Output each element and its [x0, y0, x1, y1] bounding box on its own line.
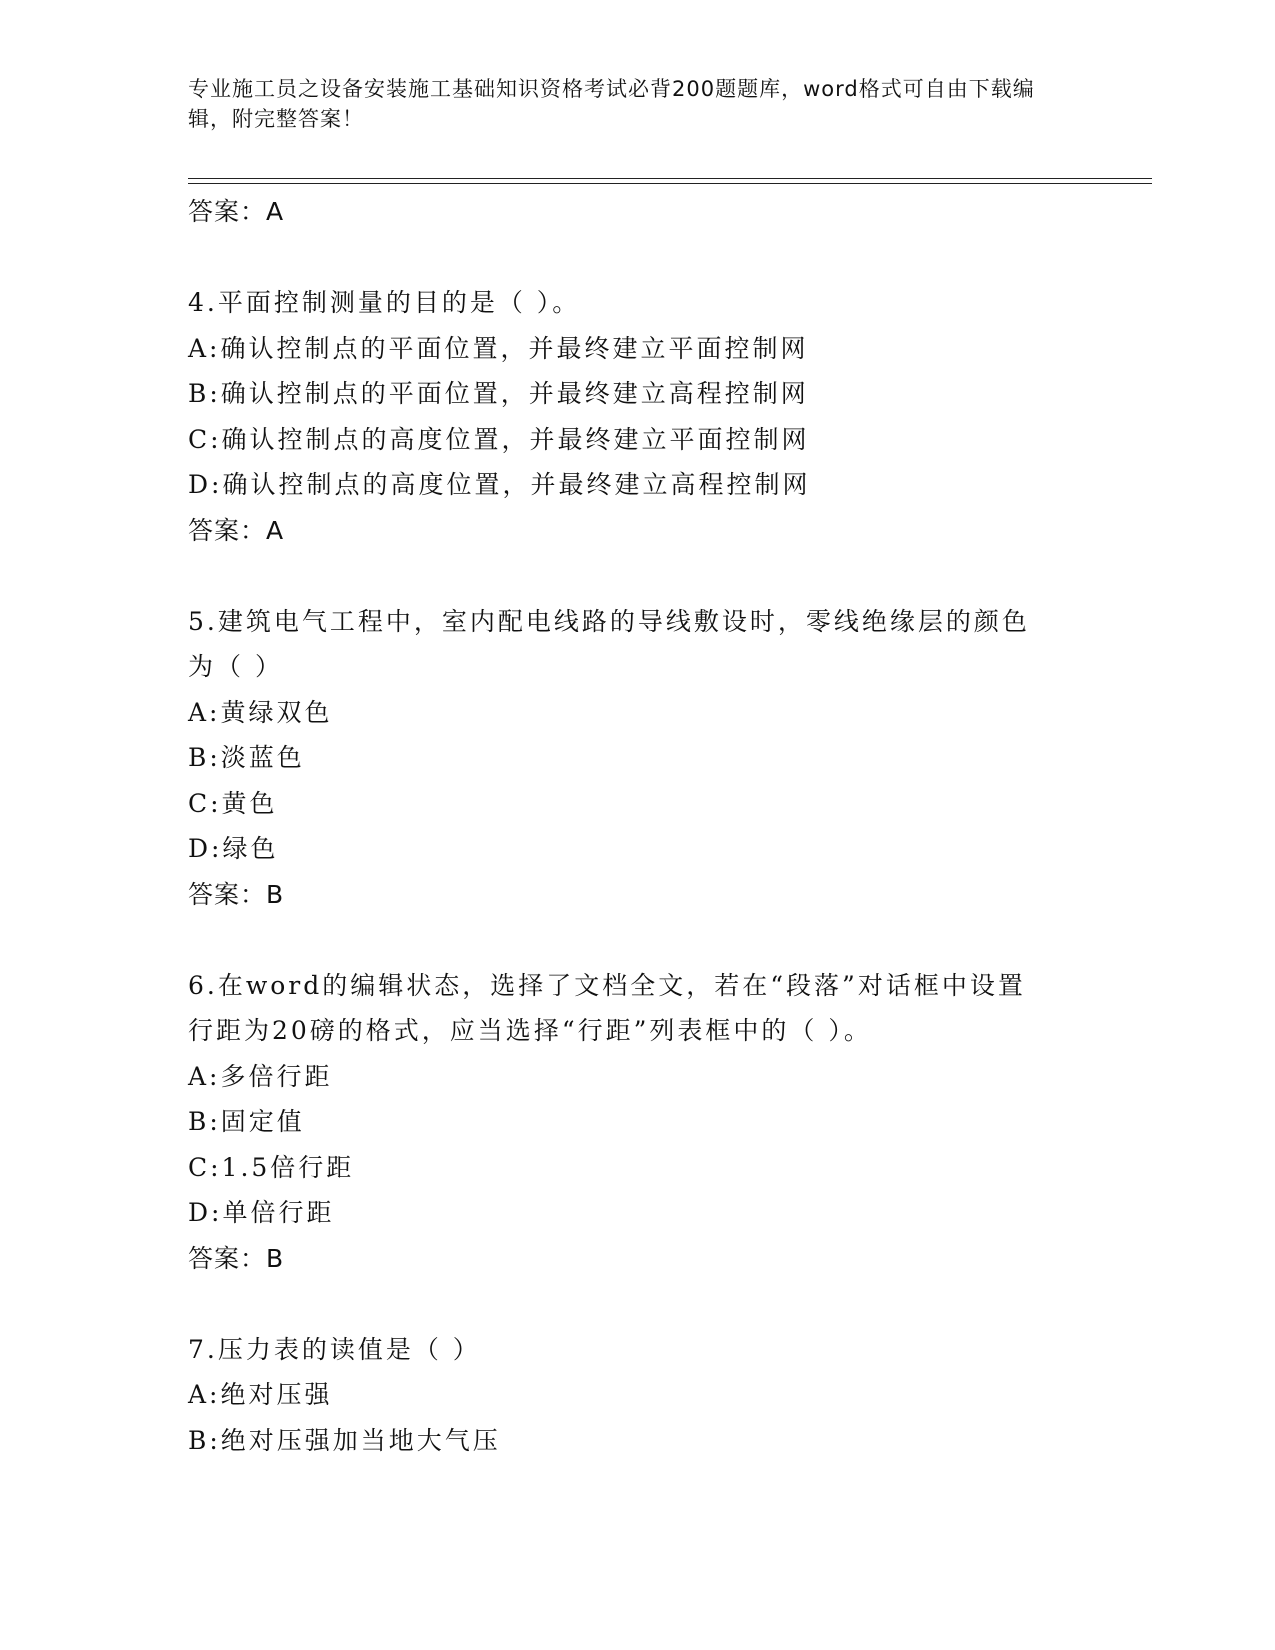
option-c: C:确认控制点的高度位置，并最终建立平面控制网	[188, 424, 810, 454]
option-a: A:黄绿双色	[188, 697, 333, 727]
option-b: B:确认控制点的平面位置，并最终建立高程控制网	[188, 379, 809, 408]
question-stem: 7.压力表的读值是（ ）	[188, 1334, 481, 1364]
question-block	[188, 599, 1088, 918]
option-d: D:绿色	[188, 834, 279, 863]
option-c: C:1.5倍行距	[188, 1152, 355, 1182]
spacer	[188, 917, 1088, 963]
document-header: 专业施工员之设备安装施工基础知识资格考试必背200题题库，word格式可自由下载编辑，附完整答案！	[188, 77, 1035, 131]
header-rule-bottom	[188, 183, 1152, 184]
option-c: C:黄色	[188, 788, 278, 818]
answer-line: 答案：A	[188, 515, 285, 545]
option-a: A:多倍行距	[188, 1061, 333, 1091]
question-stem-line-2: 为（ ）	[188, 652, 283, 681]
question-stem-line-2: 行距为20磅的格式，应当选择“行距”列表框中的（ ）。	[188, 1016, 872, 1045]
option-b: B:绝对压强加当地大气压	[188, 1425, 501, 1455]
answer-line: 答案：B	[188, 879, 285, 909]
question-stem-line-1: 5.建筑电气工程中，室内配电线路的导线敷设时，零线绝缘层的颜色	[188, 606, 1030, 636]
answer-line: 答案：B	[188, 1243, 285, 1273]
spacer	[188, 235, 1088, 281]
question-stem: 4.平面控制测量的目的是（ ）。	[188, 288, 581, 317]
header-rule-top	[188, 178, 1152, 179]
spacer	[188, 1281, 1088, 1327]
answer-line: 答案：A	[188, 197, 285, 226]
question-list	[188, 189, 1088, 1463]
option-d: D:单倍行距	[188, 1198, 335, 1227]
option-b: B:淡蓝色	[188, 743, 305, 772]
option-a: A:确认控制点的平面位置，并最终建立平面控制网	[188, 333, 809, 363]
option-d: D:确认控制点的高度位置，并最终建立高程控制网	[188, 470, 811, 499]
question-block	[188, 280, 1088, 553]
spacer	[188, 553, 1088, 599]
question-block	[188, 963, 1088, 1282]
option-b: B:固定值	[188, 1107, 305, 1136]
question-block	[188, 1327, 1088, 1464]
question-stem-line-1: 6.在word的编辑状态，选择了文档全文，若在“段落”对话框中设置	[188, 970, 1026, 1000]
option-a: A:绝对压强	[188, 1380, 333, 1409]
